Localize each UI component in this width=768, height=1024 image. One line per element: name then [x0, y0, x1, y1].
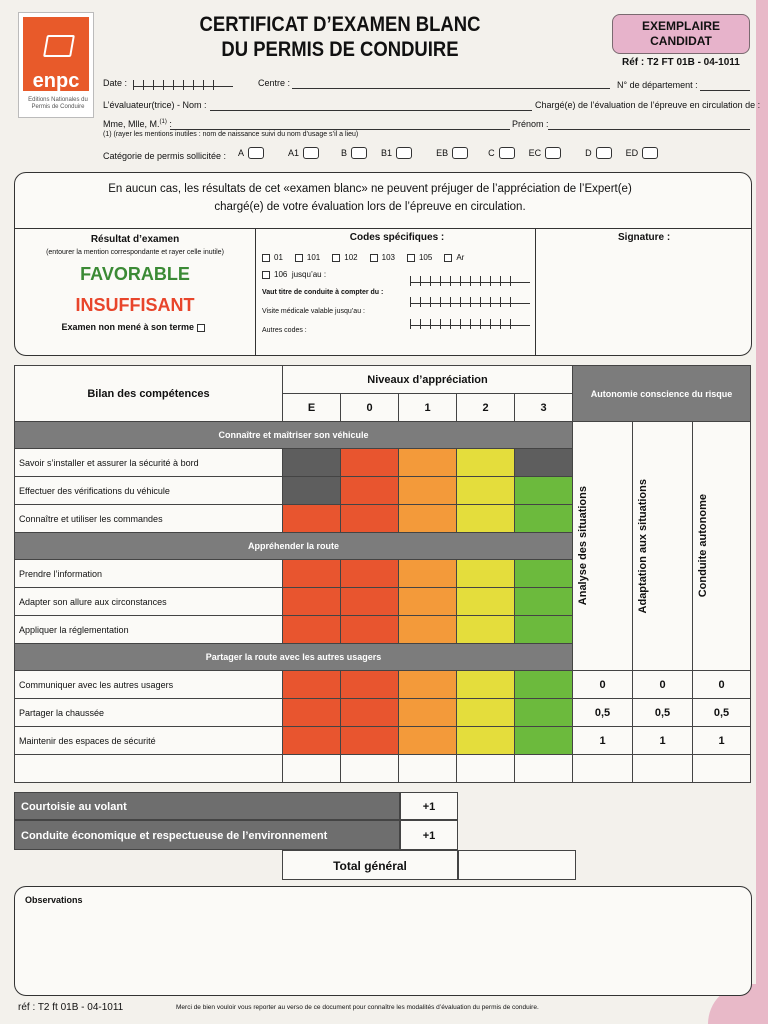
autonomie-col-2: [633, 422, 693, 671]
level-cell-3[interactable]: [515, 449, 573, 477]
vaut-titre-field[interactable]: [410, 294, 530, 304]
nom-field[interactable]: [170, 129, 510, 130]
autonomie-header: Autonomie conscience du risque: [573, 366, 751, 422]
level-cell-E[interactable]: [283, 588, 341, 616]
competence-label: Maintenir des espaces de sécurité: [15, 727, 283, 755]
categorie-option-c: [488, 147, 515, 159]
panel-vdivider-1: [255, 228, 256, 356]
charge-label: Chargé(e) de l’évaluation de l’épreuve en circulation de :: [535, 100, 761, 110]
categorie-checkbox-eb[interactable]: [452, 147, 468, 159]
favorable-option[interactable]: FAVORABLE: [80, 264, 190, 284]
level-cell-1[interactable]: [399, 560, 457, 588]
level-cell-2[interactable]: [457, 560, 515, 588]
codes-title: Codes spécifiques :: [349, 232, 445, 243]
observations-box[interactable]: [14, 886, 752, 996]
categorie-checkbox-a1[interactable]: [303, 147, 319, 159]
resultat-title: Résultat d’examen: [90, 234, 180, 245]
competence-label: Prendre l’information: [15, 560, 283, 588]
insuffisant-option[interactable]: INSUFFISANT: [75, 295, 195, 315]
categorie-label-ec: EC: [528, 148, 542, 158]
level-cell-0[interactable]: [341, 616, 399, 644]
empty-cell: [399, 755, 457, 783]
categorie-label-b: B: [341, 148, 348, 158]
categorie-option-ed: [626, 147, 659, 159]
pink-page-edge: [756, 0, 768, 1024]
level-cell-1[interactable]: [399, 505, 457, 533]
code-checkbox[interactable]: [407, 254, 415, 262]
categorie-label-c: C: [488, 148, 495, 158]
level-cell-0[interactable]: [341, 505, 399, 533]
level-cell-0[interactable]: [341, 449, 399, 477]
logo-orange-block: [23, 17, 89, 73]
mme-label: Mme, Mlle, M.$^{(1)}$ :: [103, 119, 172, 129]
enpc-logo: [18, 12, 94, 118]
level-cell-3[interactable]: [515, 616, 573, 644]
categorie-checkbox-d[interactable]: [596, 147, 612, 159]
centre-field[interactable]: [292, 88, 610, 89]
code-checkbox[interactable]: [370, 254, 378, 262]
code-checkbox[interactable]: [444, 254, 452, 262]
autonomie-value[interactable]: 0: [573, 671, 633, 699]
level-cell-E[interactable]: [283, 477, 341, 505]
departement-field[interactable]: [700, 90, 750, 91]
warning-line-2: chargé(e) de votre évaluation lors de l’épreuve en circulation.: [214, 201, 526, 213]
level-cell-2[interactable]: [457, 699, 515, 727]
competence-label: Partager la chaussée: [15, 699, 283, 727]
categorie-label-a: A: [238, 148, 245, 158]
courtoisie-bonus[interactable]: +1: [400, 792, 458, 820]
level-cell-E[interactable]: [283, 616, 341, 644]
level-cell-2[interactable]: [457, 505, 515, 533]
level-cell-0[interactable]: [341, 588, 399, 616]
level-cell-3[interactable]: [515, 699, 573, 727]
level-cell-3[interactable]: [515, 671, 573, 699]
level-cell-3[interactable]: [515, 505, 573, 533]
code-checkbox[interactable]: [262, 254, 270, 262]
table-row: [15, 699, 751, 727]
categorie-label-a1: A1: [288, 148, 300, 158]
level-cell-1[interactable]: [399, 616, 457, 644]
empty-cell: [341, 755, 399, 783]
signature-label: Signature :: [618, 232, 671, 243]
code-checkbox[interactable]: [295, 254, 303, 262]
jusquau-field[interactable]: [410, 273, 530, 283]
bilan-header: Bilan des compétences: [15, 366, 283, 422]
title-line-2: DU PERMIS DE CONDUIRE: [221, 38, 459, 61]
footer-note: Merci de bien vouloir vous reporter au verso de ce document pour connaître les modalités d’évaluation du permis de conduire.: [176, 1004, 539, 1011]
level-cell-2[interactable]: [457, 727, 515, 755]
competences-table: [14, 365, 751, 783]
code-checkbox[interactable]: [332, 254, 340, 262]
logo-brand: enpc: [23, 71, 89, 91]
code-label: Ar: [456, 253, 465, 262]
page-title: [190, 12, 489, 62]
categorie-option-a: [238, 147, 264, 159]
visite-field[interactable]: [410, 316, 530, 326]
code-label: 105: [418, 253, 433, 262]
empty-cell: [633, 755, 693, 783]
categorie-checkbox-b[interactable]: [351, 147, 367, 159]
mme-footnote-mark: (1): [159, 119, 167, 125]
code-label: 103: [381, 253, 395, 262]
logo-subtitle: Editions Nationales du Permis de Conduire: [28, 97, 88, 110]
mme-text: Mme, Mlle, M.: [103, 119, 160, 129]
level-cell-E[interactable]: [283, 671, 341, 699]
categorie-checkbox-ed[interactable]: [642, 147, 658, 159]
autonomie-col-1: [573, 422, 633, 671]
book-icon: [43, 35, 75, 57]
level-cell-0[interactable]: [341, 477, 399, 505]
categorie-checkbox-c[interactable]: [499, 147, 515, 159]
categorie-option-ec: [529, 147, 562, 159]
autonomie-value[interactable]: 0,5: [573, 699, 633, 727]
niveaux-header: Niveaux d’appréciation: [283, 366, 573, 394]
level-E: E: [283, 394, 341, 422]
competence-label: Appliquer la réglementation: [15, 616, 283, 644]
categorie-checkbox-b1[interactable]: [396, 147, 412, 159]
autonomie-value[interactable]: 1: [633, 727, 693, 755]
autonomie-value[interactable]: 0,5: [693, 699, 751, 727]
title-line-1: CERTIFICAT D’EXAMEN BLANC: [199, 13, 481, 36]
code-106-label: 106: [274, 270, 288, 279]
footnote: (1) (rayer les mentions inutiles : nom de naissance suivi du nom d’usage s’il a lieu): [103, 131, 359, 138]
level-2: 2: [457, 394, 515, 422]
non-mene-label: Examen non mené à son terme: [61, 322, 195, 332]
exemplaire-line-2: CANDIDAT: [650, 34, 712, 48]
level-cell-0[interactable]: [341, 727, 399, 755]
categorie-option-b: [341, 147, 367, 159]
autonomie-value[interactable]: 0: [693, 671, 751, 699]
prenom-field[interactable]: [548, 129, 750, 130]
signature-area[interactable]: [540, 248, 745, 348]
level-cell-2[interactable]: [457, 588, 515, 616]
level-cell-E[interactable]: [283, 505, 341, 533]
prenom-label: Prénom :: [512, 119, 549, 129]
level-cell-2[interactable]: [457, 477, 515, 505]
non-mene-row: [30, 322, 240, 332]
reference-top: Réf : T2 FT 01B - 04-1011: [622, 57, 740, 68]
competence-label: Connaître et utiliser les commandes: [15, 505, 283, 533]
level-cell-1[interactable]: [399, 727, 457, 755]
level-cell-2[interactable]: [457, 671, 515, 699]
empty-cell: [573, 755, 633, 783]
table-row: [15, 671, 751, 699]
visite-label: Visite médicale valable jusqu’au :: [262, 308, 365, 315]
code-option: [370, 253, 395, 262]
level-cell-0[interactable]: [341, 560, 399, 588]
competence-label: Communiquer avec les autres usagers: [15, 671, 283, 699]
level-cell-E[interactable]: [283, 727, 341, 755]
level-cell-1[interactable]: [399, 699, 457, 727]
code-label: 01: [274, 253, 283, 262]
conduite-eco-bonus[interactable]: +1: [400, 820, 458, 850]
level-cell-0[interactable]: [341, 699, 399, 727]
departement-label: N° de département :: [617, 80, 698, 90]
categorie-label-d: D: [585, 148, 592, 158]
level-cell-1[interactable]: [399, 671, 457, 699]
categorie-checkbox-ec[interactable]: [545, 147, 561, 159]
level-cell-1[interactable]: [399, 588, 457, 616]
level-cell-3[interactable]: [515, 560, 573, 588]
autonomie-value[interactable]: 1: [693, 727, 751, 755]
section-title: Connaître et maîtriser son véhicule: [15, 422, 573, 449]
warning-line-1: En aucun cas, les résultats de cet «examen blanc» ne peuvent préjuger de l’appréciation de l’Expert(e): [108, 183, 632, 195]
autonomie-value[interactable]: 0,5: [633, 699, 693, 727]
categorie-option-b1: [381, 147, 412, 159]
autonomie-value[interactable]: 1: [573, 727, 633, 755]
code-option: [407, 253, 432, 262]
code-option: [295, 253, 320, 262]
date-label: Date :: [103, 78, 128, 88]
level-cell-E[interactable]: [283, 699, 341, 727]
empty-cell: [283, 755, 341, 783]
categorie-label-b1: B1: [381, 148, 393, 158]
level-cell-2[interactable]: [457, 449, 515, 477]
empty-cell: [515, 755, 573, 783]
resultat-note: (entourer la mention correspondante et rayer celle inutile): [46, 249, 224, 256]
code-option: [332, 253, 357, 262]
empty-cell: [15, 755, 283, 783]
panel-divider: [14, 228, 752, 229]
empty-cell: [693, 755, 751, 783]
section-title: Appréhender la route: [15, 533, 573, 560]
code-label: 101: [306, 253, 321, 262]
level-3: 3: [515, 394, 573, 422]
exemplaire-line-1: EXEMPLAIRE: [641, 19, 720, 33]
level-cell-1[interactable]: [399, 477, 457, 505]
table-row: [15, 727, 751, 755]
observations-label: Observations: [25, 895, 83, 905]
categorie-option-d: [585, 147, 612, 159]
empty-cell: [457, 755, 515, 783]
level-cell-3[interactable]: [515, 477, 573, 505]
categorie-label-ed: ED: [625, 148, 639, 158]
autres-label: Autres codes :: [262, 327, 307, 334]
competence-label: Adapter son allure aux circonstances: [15, 588, 283, 616]
competence-label: Effectuer des vérifications du véhicule: [15, 477, 283, 505]
autonomie-col-label: Analyse des situations: [577, 486, 589, 606]
level-1: 1: [399, 394, 457, 422]
courtoisie-label: Courtoisie au volant: [14, 792, 400, 820]
evaluateur-field[interactable]: [210, 110, 532, 111]
vaut-titre-label: Vaut titre de conduite à compter du :: [262, 289, 384, 296]
code-label: 102: [344, 253, 358, 262]
categorie-label-eb: EB: [436, 148, 449, 158]
centre-label: Centre :: [258, 78, 291, 88]
autonomie-col-label: Adaptation aux situations: [637, 478, 649, 614]
categorie-label: Catégorie de permis sollicitée :: [103, 151, 227, 161]
code-option: [444, 253, 464, 262]
exemplaire-badge: [612, 14, 750, 54]
competence-label: Savoir s’installer et assurer la sécurité à bord: [15, 449, 283, 477]
resultat-block: [30, 234, 240, 332]
evaluateur-label: L’évaluateur(trice) - Nom :: [103, 100, 207, 110]
non-mene-checkbox[interactable]: [197, 324, 205, 332]
level-cell-0[interactable]: [341, 671, 399, 699]
autonomie-value[interactable]: 0: [633, 671, 693, 699]
level-cell-1[interactable]: [399, 449, 457, 477]
categorie-options: [238, 147, 658, 159]
autonomie-col-3: [693, 422, 751, 671]
level-cell-2[interactable]: [457, 616, 515, 644]
section-title: Partager la route avec les autres usagers: [15, 644, 573, 671]
date-field[interactable]: [133, 77, 233, 87]
level-cell-E[interactable]: [283, 449, 341, 477]
autonomie-col-label: Conduite autonome: [697, 494, 709, 598]
categorie-checkbox-a[interactable]: [248, 147, 264, 159]
code-option: [262, 253, 283, 262]
level-cell-3[interactable]: [515, 588, 573, 616]
categorie-option-eb: [436, 147, 468, 159]
codes-row: [262, 253, 532, 262]
table-row: [15, 755, 751, 783]
footer-ref: réf : T2 ft 01B - 04-1011: [18, 1002, 124, 1013]
total-label: Total général: [282, 850, 458, 880]
warning-text: [100, 180, 640, 216]
conduite-eco-label: Conduite économique et respectueuse de l’environnement: [14, 820, 400, 850]
level-cell-3[interactable]: [515, 727, 573, 755]
code-106-checkbox[interactable]: [262, 271, 270, 279]
categorie-option-a1: [288, 147, 319, 159]
level-cell-E[interactable]: [283, 560, 341, 588]
level-0: 0: [341, 394, 399, 422]
jusquau-label: jusqu’au :: [291, 270, 327, 279]
total-field[interactable]: [458, 850, 576, 880]
panel-vdivider-2: [535, 228, 536, 356]
